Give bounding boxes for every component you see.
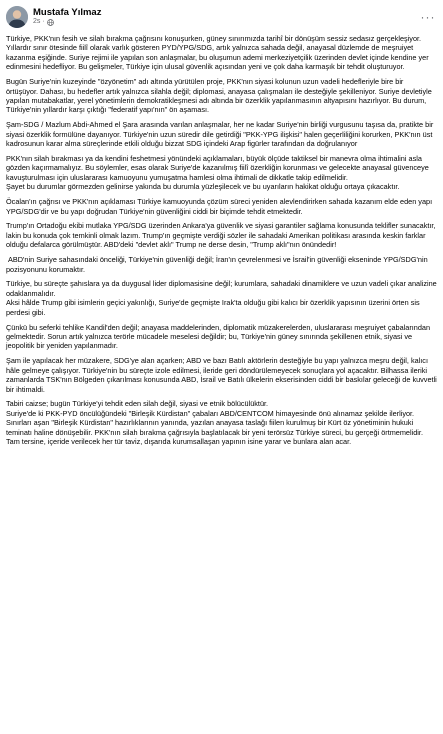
post-body [6, 34, 437, 446]
post-paragraph: PKK'nın silah bırakması ya da kendini feshetmesi yönündeki açıklamaları, büyük ölçüde taktiksel bir manevra olma ihtimalini asla gözden kaçırmamalıyız. Bu söylemler, esas olarak Suriye'de kazanılmış fiilî özerkliğin korunması ve gelecekte anayasal güvenceye kavuşturulması için uluslararası kamuoyunu yumuşatma hamlesi olma ihtimali de dikkatle takip edilmelidir. Şayet bu durumlar görmezden gelinirse yakında bu durumla yüzleşilecek ve bu uyarıların hakikat olduğu ortaya çıkacaktır. [6, 153, 429, 192]
post-subline [33, 18, 101, 26]
author-name[interactable]: Mustafa Yılmaz [33, 6, 102, 18]
post-header [6, 0, 437, 34]
avatar-photo-icon [6, 6, 28, 28]
globe-icon [47, 19, 54, 26]
post-meta [33, 8, 101, 27]
post-paragraph: Tabiri caizse; bugün Türkiye'yi tehdit eden silah değil, siyasi ve etnik bölücülüktür. Suriye'de ki PKK-PYD öncülüğündeki "Birleşik Kürdistan" çabaları ABD/CENTCOM himayesinde önü alınamaz şekilde ilerliyor. Sınırları aşan "Birleşik Kürdistan" hazırlıklarının yanında, yazılan anayasa taslağı fiilen kurulmuş bir Kürt öz yönetiminin hukuki teminatı haline dönüşebilir. PKK'nın silah bırakma çağrısıyla başlatılacak bir yeni terörsüz Türkiye süreci, bu gerçeği örtmemelidir. Tam tersine, içeride verilecek her tür taviz, dışarıda kurumsallaşan yapının isine yarar ve bunlara alan acar. [6, 399, 423, 447]
post-paragraph: Türkiye, PKK'nın fesih ve silah bırakma çağrısını konuşurken, güney sınırımızda tarihî bir dönüşüm sessiz sedasız gerçekleşiyor. Yıllardır sınır ötesinde fiilî olarak varlık gösteren PYD/YPG/SDG, artık yalnızca sahada değil, anayasal düzlemde de meşruiyet kazanma eşiğinde. Suriye rejimi ile yapılan son anlaşmalar, bu oluşumun ademi merkeziyetçilik üzerinden devlet içinde kendine yer edinmesini hedefliyor. Bu gelişmeler, Türkiye için ulusal güvenlik açısından yeni ve çok daha karmaşık bir tehdit oluşturuyor. [6, 34, 429, 72]
post-paragraph: Öcalan'ın çağrısı ve PKK'nın açıklaması Türkiye kamuoyunda çözüm süreci yeniden alevlendirirken sahada kazanım elde eden yapı YPG/SDG'dir ve bu yapı doğrudan Türkiye'nin güvenliğini ciddi bir biçimde tehdit etmektedir. [6, 197, 433, 216]
post-paragraph: Trump'ın Ortadoğu ekibi mutlaka YPG/SDG üzerinden Ankara'ya güvenlik ve siyasi garantiler sağlama konusunda teklifler sunacaktır, lakin bu konuda çok temkinli olmak lazım. Trump'ın geçmişte verdiği sözler ile sahadaki Amerikan politikası arasında keskin farklar olduğu defalarca görülmüştür. ABD'deki "devlet aklı" Trump ne derse desin, "Trump aklı"nın önündedir! [6, 221, 436, 250]
post-time-separator: · [42, 18, 45, 26]
post-paragraph: Şam ile yapılacak her müzakere, SDG'ye alan açarken; ABD ve bazı Batılı aktörlerin desteğiyle bu yapı yalnızca meşru değil, kalıcı hâle gelmeye çalışıyor. Türkiye'nin bu süreçte izole edilmesi, ileride geri döndürülemeyecek sonuçlara yol açacaktır. Bilhassa ileriki zamanlarda TSK'nın Bölgeden çıkarılması konusunda ABD, İsrail ve Batılı ülkelerin ekserisinden ciddi bir baskılar geleceği de kuvvetli bir ihtimaldi. [6, 356, 437, 394]
more-options-icon[interactable]: ··· [420, 10, 436, 24]
post-paragraph: Bugün Suriye'nin kuzeyinde "özyönetim" adı altında yürütülen proje, PKK'nın siyasi kolunun uzun vadeli hedefleriyle bire bir örtüşüyor. Dahası, bu hedefler artık yalnızca silahla değil; diplomasi, anayasa çalışmaları ile desteğiyle şekilleniyor. Suriye devletiyle yapılan mutabakatlar, yerel yönetimlerin demokratikleşmesi adı altında bir özerklik yapılanmasının altyapısını hazırlıyor. Bu durum, Türkiye'nin yıllardır karşı çıktığı "federatif yapı'nın" ön aşaması. [6, 77, 432, 115]
post-time[interactable]: 2s [33, 18, 41, 26]
post-paragraph: Şam-SDG / Mazlum Abdi-Ahmed el Şara arasında varılan anlaşmalar, her ne kadar Suriye'nin birliği vurgusunu taşısa da, pratikte bir siyasi özerklik formülüne dayanıyor. Türkiye'nin uzun süredir dile getirdiği "PKK-YPG ilişkisi" halen geçerliliğini korurken, PKK'nın üst kadrosunun karar alma süreçlerinde etkili olduğu bizzat SDG içindeki Arap figürler tarafından da doğrulanıyor [6, 120, 434, 149]
avatar[interactable] [6, 6, 28, 28]
post-paragraph: ABD'nin Suriye sahasındaki önceliği, Türkiye'nin güvenliği değil; İran'ın çevrelenmesi ve İsrail'in güvenliği ekseninde YPG/SDG'nin pozisyonunu korumaktır. [6, 255, 430, 274]
post-paragraph: Türkiye, bu süreçte şahıslara ya da duygusal lider diplomasisine değil; kurumlara, sahadaki dinamiklere ve uzun vadeli çıkar analizine odaklanmalıdır. Aksi hâlde Trump gibi isimlerin geçici yakınlığı, Suriye'de geçmişte Irak'ta olduğu gibi kalıcı bir özerklik yapısının üzerini örten sis perdesi gibi. [6, 279, 437, 317]
post-paragraph: Çünkü bu seferki tehlike Kandil'den değil; anayasa maddelerinden, diplomatik müzakerelerden, uluslararası meşruiyet çabalarından gelmektedir. Sorun artık yalnızca terörle mücadele meselesi değildir; bu, Türkiye'nin güney sınırında şekillenen etnik, siyasi ve jeopolitik bir yeniden yapılanmadır. [6, 322, 431, 351]
